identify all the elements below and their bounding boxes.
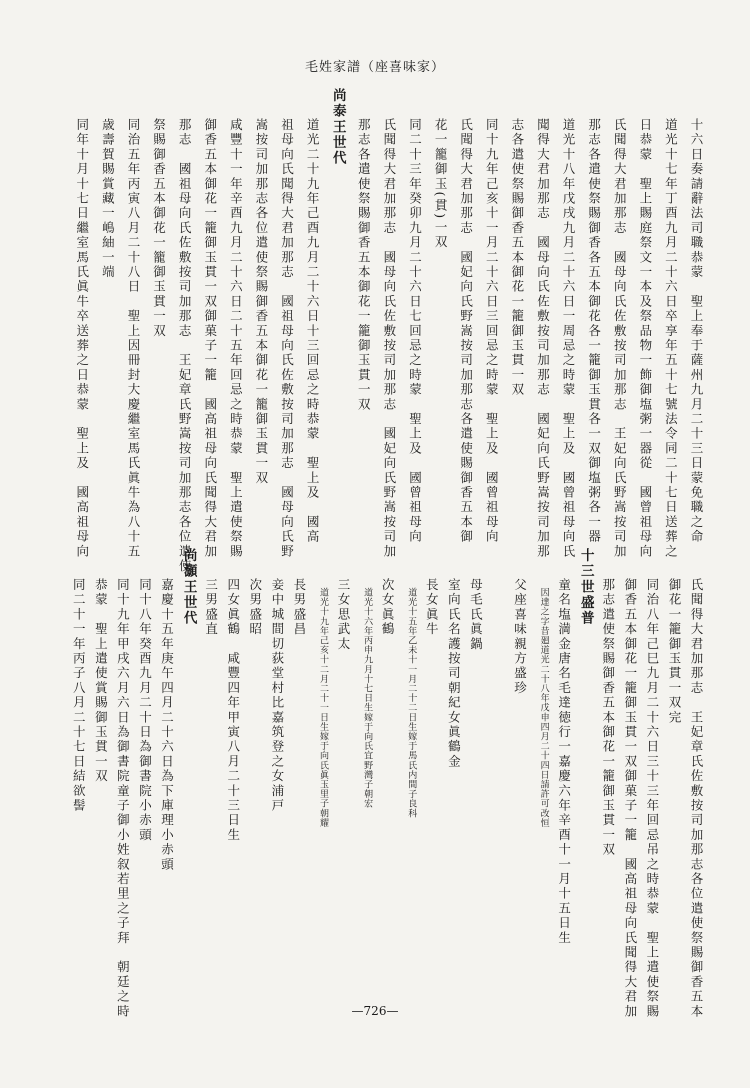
text-column: 同十八年癸酉九月二十日為御書院小赤頭 xyxy=(137,578,153,843)
text-column: 那志各遣使祭賜御香五本御花一籠御玉貫一双 xyxy=(356,118,372,412)
text-column: 同十九年己亥十一月二十六日三回忌之時蒙 聖上及 國曾祖母向 xyxy=(484,118,500,545)
text-column: 道光十八年戊戌九月二十六日一周忌之時蒙 聖上及 國曾祖母向氏 xyxy=(561,118,577,559)
section-heading: 尚灝王世代 xyxy=(180,548,197,627)
text-column: 童名塩満金唐名毛達徳行一嘉慶六年辛酉十一月十五日生 xyxy=(556,578,572,946)
page-header: 毛姓家譜（座喜味家） xyxy=(304,60,445,75)
text-column: 次女眞鶴 xyxy=(380,578,396,637)
text-column: 同二十一年丙子八月二十七日結欲髻 xyxy=(71,578,87,814)
page-number: —726— xyxy=(351,1004,399,1018)
text-column: 氏聞得大君加那志 國母向氏佐敷按司加那志 王妃向氏野嵩按司加 xyxy=(612,118,628,559)
text-column: 那志各遣使祭賜御香各五本御花各一籠御玉貫各一双御塩粥各一器 xyxy=(586,118,602,545)
text-column: 同治五年丙寅八月二十八日 聖上因冊封大慶繼室馬氏眞牛為八十五 xyxy=(125,118,141,559)
text-column: 嵩按司加那志各位遣使祭賜御香五本御花一籠御玉貫一双 xyxy=(253,118,269,486)
text-column: 次男盛昭 xyxy=(247,578,263,637)
text-column: 三男盛直 xyxy=(203,578,219,637)
text-column: 那志 國祖母向氏佐敷按司加那志 王妃章氏野嵩按司加那志各位遣使 xyxy=(177,118,193,574)
text-column: 御香五本御花一籠御玉貫一双御菓子一籠 國高祖母向氏聞得大君加 xyxy=(202,118,218,559)
text-column: 祖母向氏聞得大君加那志 國祖母向氏佐敷按司加那志 國母向氏野 xyxy=(279,118,295,559)
text-column: 聞得大君加那志 國母向氏佐敷按司加那志 國妃向氏野嵩按司加那 xyxy=(535,118,551,559)
text-column: 恭蒙 聖上遣使賞賜御玉貫一双 xyxy=(93,578,109,784)
text-column: 花一籠御玉(貫)一双 xyxy=(433,118,449,250)
text-column: 咸豐十一年辛酉九月二十六日二十五年回忌之時恭蒙 聖上遣使祭賜 xyxy=(228,118,244,559)
text-column: 同十九年甲戌六月六日為御書院童子御小姓叙若里之子拜 朝廷之時 xyxy=(115,578,131,1019)
text-column: 長男盛昌 xyxy=(291,578,307,637)
text-column: 室向氏名護按司朝紀女眞鶴金 xyxy=(446,578,462,770)
text-column: 氏聞得大君加那志 國母向氏佐敷按司加那志 國妃向氏野嵩按司加 xyxy=(381,118,397,559)
text-column: 四女眞鶴 咸豐四年甲寅八月二十三日生 xyxy=(225,578,241,843)
text-column: 因達之字昔廻道光二十八年戊申四月二十四日請許可改恒 xyxy=(538,578,549,828)
text-column: 同二十三年癸卯九月二十六日七回忌之時蒙 聖上及 國曾祖母向 xyxy=(407,118,423,545)
text-column: 道光十五年乙未十一月二十二日生嫁于馬氏内間子良科 xyxy=(406,578,417,818)
text-column: 母毛氏眞鍋 xyxy=(468,578,484,652)
section-heading: 十三世盛普 xyxy=(577,548,594,627)
text-column: 御花一籠御玉貫一双完 xyxy=(666,578,682,725)
text-column: 道光十七年丁酉九月二十六日卒享年五十七號法令同二十七日送葬之 xyxy=(663,118,679,559)
text-column: 那志遣使祭賜御香五本御花一籠御玉貫一双 xyxy=(600,578,616,858)
text-column: 嘉慶十五年庚午四月二十六日為下庫理小赤頭 xyxy=(159,578,175,872)
text-column: 日恭蒙 聖上賜庭祭文一本及祭品物一飾御塩粥一器從 國曾祖母向 xyxy=(637,118,653,559)
text-column: 氏聞得大君加那志 國妃向氏野嵩按司加那志各遣使賜御香五本御 xyxy=(458,118,474,545)
text-column: 祭賜御香五本御花一籠御玉貫一双 xyxy=(151,118,167,339)
text-column: 三女思武太 xyxy=(336,578,351,652)
text-column: 歳壽賀賜賞藏一嶋紬一端 xyxy=(100,118,116,280)
text-column: 氏聞得大君加那志 王妃章氏佐敷按司加那志各位遣使祭賜御香五本 xyxy=(689,578,704,1019)
text-column: 十六日奏請辭法司職恭蒙 聖上奉于薩州九月二十三日蒙免職之命 xyxy=(689,118,704,545)
text-column: 御香五本御花一籠御玉貫一双御菓子一籠 國高祖母向氏聞得大君加 xyxy=(622,578,638,1019)
text-column: 父座喜味親方盛珍 xyxy=(512,578,528,696)
text-column: 同治八年己巳九月二十六日三十三年回忌吊之時恭蒙 聖上遣使祭賜 xyxy=(644,578,660,1019)
text-column: 長女眞牛 xyxy=(424,578,440,637)
upper-text-block xyxy=(62,88,704,574)
text-column: 妾中城間切荻堂村比嘉筑登之女浦戸 xyxy=(269,578,285,814)
section-heading: 尚泰王世代 xyxy=(329,88,346,167)
text-column: 道光二十九年己酉九月二十六日十三回忌之時恭蒙 聖上及 國高 xyxy=(305,118,321,545)
text-column: 道光十六年丙申九月十七日生嫁于向氏宜野灣子朝宏 xyxy=(362,578,373,809)
text-column: 道光十九年己亥十二月二十一日生嫁于向氏眞玉里子朝耀 xyxy=(317,578,328,828)
text-column: 志各遣使祭賜御香五本御花一籠御玉貫一双 xyxy=(509,118,525,398)
text-column: 同年十月十七日繼室馬氏眞牛卒送葬之日恭蒙 聖上及 國高祖母向 xyxy=(74,118,90,559)
